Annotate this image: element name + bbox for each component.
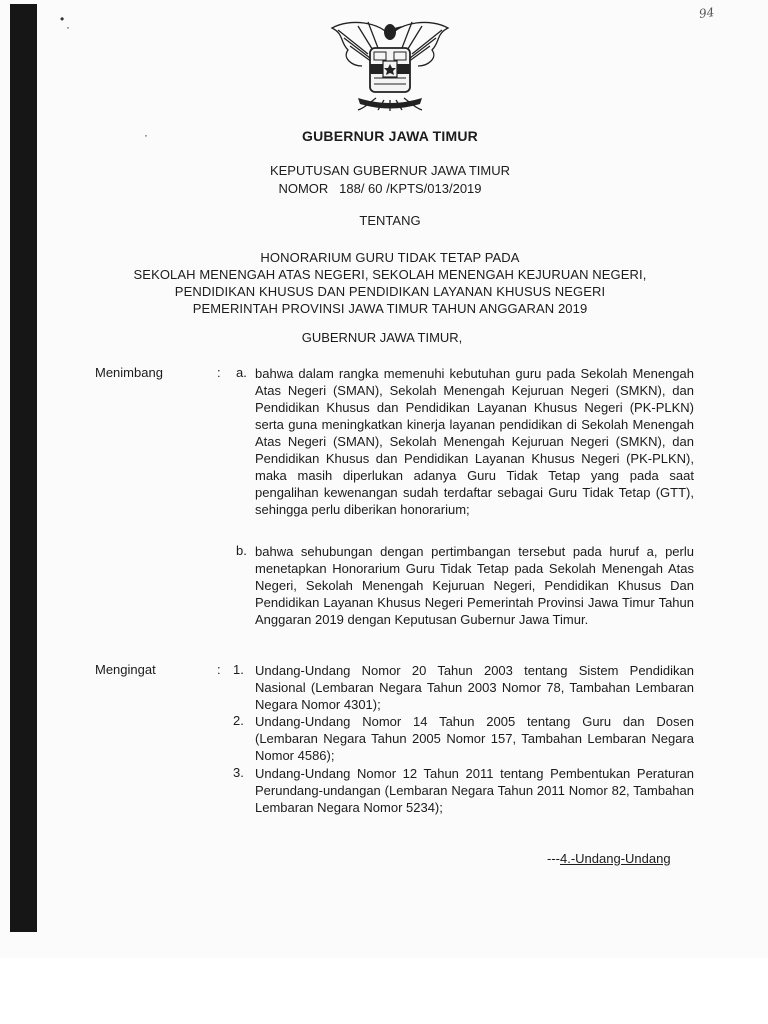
law-marker: 1. [233,662,244,677]
mengingat-label: Mengingat [95,662,156,677]
law-text: Undang-Undang Nomor 12 Tahun 2011 tentang Pembentukan Peraturan Perundang-undangan (Lembaran Negara Tahun 2011 Nomor 82, Tambahan Lembaran Negara Nomor 5234); [255,766,694,815]
subject-line: HONORARIUM GURU TIDAK TETAP PADA [260,250,520,265]
clause-text: bahwa dalam rangka memenuhi kebutuhan guru pada Sekolah Menengah Atas Negeri (SMAN), Sekolah Menengah Kejuruan Negeri (SMKN), dan Pendidikan Khusus dan Pendidikan Layanan Khusus Negeri (PK-PLKN) serta guna meningkatkan kinerja layanan pendidikan di Sekolah Menengah Atas Negeri (SMAN), Sekolah Menengah Kejuruan Negeri (SMKN), dan Pendidikan Khusus dan Pendidikan Layanan Khusus Negeri (PK-PLKN), maka masih diperlukan adanya Guru Tidak Tetap yang pada saat pengalihan kewenangan sudah terdaftar sebagai Guru Tidak Tetap (GTT), sehingga perlu diberikan honorarium; [255,366,694,517]
scan-speck: • [60,12,65,26]
scan-speck: · [66,20,70,34]
handwritten-note: 94 [698,5,716,21]
about-label: TENTANG [359,213,421,228]
garuda-emblem-icon [328,14,452,112]
law-marker: 2. [233,713,244,728]
law-text: Undang-Undang Nomor 14 Tahun 2005 tentang Guru dan Dosen (Lembaran Negara Tahun 2005 Nomor 157, Tambahan Lembaran Negara Nomor 4586); [255,714,694,763]
menimbang-colon: : [217,365,221,380]
decree-subject [0,249,768,317]
law-marker: 3. [233,765,244,780]
continuation-dashes: --- [547,851,560,866]
governor-heading: GUBERNUR JAWA TIMUR [302,128,478,144]
clause-marker: b. [236,543,247,558]
subject-line: PEMERINTAH PROVINSI JAWA TIMUR TAHUN ANGGARAN 2019 [192,301,588,316]
subject-line: SEKOLAH MENENGAH ATAS NEGERI, SEKOLAH MENENGAH KEJURUAN NEGERI, [133,267,647,282]
clause-marker: a. [236,365,247,380]
scan-speck: · [144,128,148,142]
next-page-label: 4.-Undang-Undang [560,851,671,866]
next-page-reference [547,851,671,866]
law-text: Undang-Undang Nomor 20 Tahun 2003 tentang Sistem Pendidikan Nasional (Lembaran Negara Tahun 2003 Nomor 78, Tambahan Lembaran Negara Nomor 4301); [255,663,694,712]
subject-line: PENDIDIKAN KHUSUS DAN PENDIDIKAN LAYANAN KHUSUS NEGERI [174,284,606,299]
decree-number: NOMOR 188/ 60 /KPTS/013/2019 [278,181,482,196]
decree-title: KEPUTUSAN GUBERNUR JAWA TIMUR [269,163,511,178]
issuer-heading: GUBERNUR JAWA TIMUR, [301,330,463,345]
menimbang-label: Menimbang [95,365,163,380]
mengingat-colon: : [217,662,221,677]
clause-text: bahwa sehubungan dengan pertimbangan tersebut pada huruf a, perlu menetapkan Honorarium Guru Tidak Tetap pada Sekolah Menengah Atas Negeri, Sekolah Menengah Kejuruan Negeri, Pendidikan Khusus Dan Pendidikan Layanan Khusus Negeri Pemerintah Provinsi Jawa Timur Tahun Anggaran 2019 dengan Keputusan Gubernur Jawa Timur. [255,544,694,627]
